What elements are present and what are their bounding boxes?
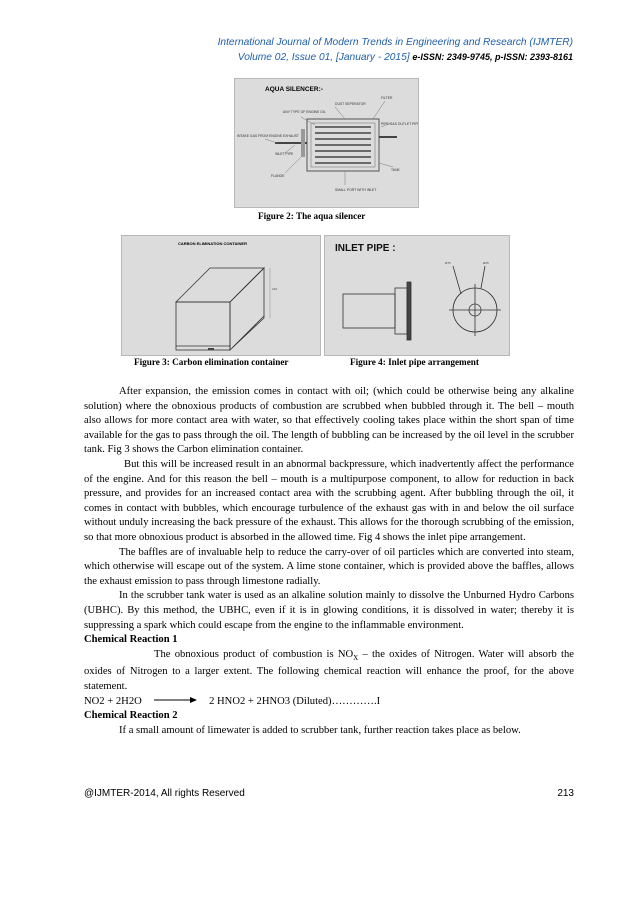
reaction-arrow-icon [152, 696, 198, 704]
fig2-label-tank: TANK [391, 168, 400, 172]
fig2-label-small-port: SMALL PORT WITH INLET [335, 188, 377, 192]
paragraph-2: But this will be increased result in an abnormal backpressure, which inadvertently affect the performance of the engine. And for this reason the bell – mouth is a multipurpose component, to allow for reduction in back pressure, and provides for an increased contact area with the scrubbing agent. After bubbling through the oil, it comes in contact with bubbles, which encourage turbulence of the exhaust gas with in and below the oil surface without unduly increasing the back pressure of the exhaust. This allows for the thorough scrubbing of the emission, so that more obnoxious product is absorbed in the allowed time. Fig 4 shows the inlet pipe arrangement. [84, 458, 574, 543]
paragraph-5-subscript: X [353, 653, 359, 662]
fig2-label-flange: FLANGE [271, 174, 285, 178]
page-number: 213 [557, 788, 574, 799]
fig2-label-dust-separator: DUST SEPERATOR [335, 102, 366, 106]
figure-4-inlet-pipe [324, 235, 510, 356]
journal-issn: e-ISSN: 2349-9745, p-ISSN: 2393-8161 [412, 52, 573, 62]
carbon-container-diagram [122, 236, 320, 355]
journal-volume-line [0, 50, 573, 65]
paragraph-5-end: – the oxides of Nitrogen. Water will absorb the oxides of Nitrogen to a larger extent. The following chemical reaction will enhance the proof, for the above statement. [84, 648, 574, 692]
fig2-label-intake-gas: INTAKE GAS FROM ENGINE EXHAUST [237, 134, 299, 138]
footer-copyright: @IJMTER-2014, All rights Reserved [84, 788, 245, 799]
svg-text:Ø75: Ø75 [445, 261, 451, 265]
fig2-label-filter: FILTER [381, 96, 393, 100]
fig2-title: AQUA SILENCER:- [265, 86, 323, 93]
journal-title: International Journal of Modern Trends in Engineering and Research (IJMTER) [217, 37, 573, 48]
paragraph-5-start: The obnoxious product of combustion is NO [154, 648, 354, 660]
equation-1 [84, 695, 574, 710]
paragraph-5 [84, 648, 574, 695]
fig3-title: CARBON ELIMINATION CONTAINER [178, 241, 247, 246]
heading-chemical-reaction-1: Chemical Reaction 1 [84, 634, 178, 646]
equation-1-reactants: NO2 + 2H2O [84, 695, 142, 707]
page-footer [84, 788, 574, 799]
fig2-label-engine-oil: ANY TYPE OF ENGINE OIL [283, 110, 326, 114]
fig2-label-outlet-pipe: PIPE GAS OUTLET PIPE [381, 122, 418, 126]
paragraph-4: In the scrubber tank water is used as an alkaline solution mainly to dissolve the Unburned Hydro Carbons (UBHC). By this method, the UBHC, even if it is in glowing conditions, it is dissolved in water; thereby it is suppressing a spark which could escape from the engine to the inflammable environment. [84, 590, 574, 631]
heading-chemical-reaction-2: Chemical Reaction 2 [84, 710, 178, 722]
fig2-label-inlet-pipe: INLET PIPE [275, 152, 294, 156]
svg-text:210: 210 [272, 287, 278, 291]
inlet-pipe-diagram [325, 236, 509, 355]
fig4-title: INLET PIPE : [335, 243, 396, 254]
aqua-silencer-diagram [235, 79, 418, 207]
figure-2-caption: Figure 2: The aqua silencer [258, 211, 366, 221]
figure-3-caption: Figure 3: Carbon elimination container [134, 357, 289, 367]
figure-3-carbon-container [121, 235, 321, 356]
paragraph-6: If a small amount of limewater is added to scrubber tank, further reaction takes place as below. [119, 724, 521, 736]
figure-2-aqua-silencer [234, 78, 419, 208]
equation-1-products: 2 HNO2 + 2HNO3 (Diluted)………….I [209, 695, 381, 707]
svg-text:Ø25: Ø25 [483, 261, 489, 265]
journal-header [0, 36, 573, 65]
paragraph-1: After expansion, the emission comes in contact with oil; (which could be otherwise being any alkaline solution) where the obnoxious products of combustion are scrubbed when bubbled through it. The bell – mouth also allows for more contact area with water, so that effectively cooling takes place within the short span of time available for the gas to pass through the oil. The length of bubbling can be increased by the oil level in the scrubber tank. Fig 3 shows the Carbon elimination container. [84, 386, 574, 456]
article-body [84, 385, 574, 738]
journal-volume: Volume 02, Issue 01, [January - 2015] [237, 52, 410, 63]
paragraph-3: The baffles are of invaluable help to reduce the carry-over of oil particles which are converted into steam, which otherwise will escape out of the system. A lime stone container, which is provided above the baffles, allows the exhaust emission to pass through limestone radially. [84, 546, 574, 587]
figure-4-caption: Figure 4: Inlet pipe arrangement [350, 357, 479, 367]
